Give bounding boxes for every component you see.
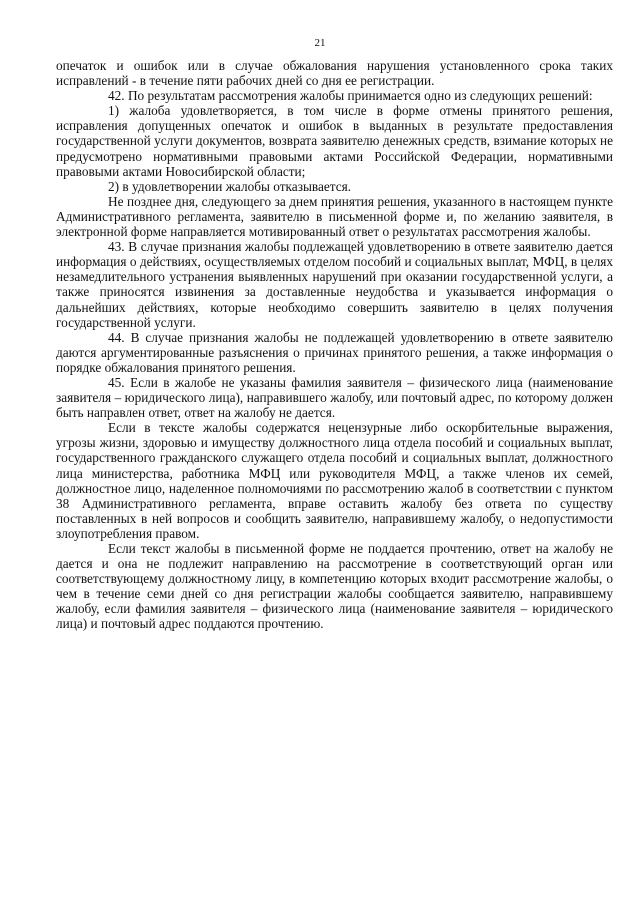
paragraph-item-42: 42. По результатам рассмотрения жалобы принимается одно из следующих решений: (108, 88, 593, 104)
paragraph-continuation: опечаток и ошибок или в случае обжалования нарушения установленного срока таких исправлений - в течение пяти рабочих дней со дня ее регистрации. (56, 58, 613, 89)
page-number: 21 (314, 37, 326, 49)
paragraph-item-43: 43. В случае признания жалобы подлежащей удовлетворению в ответе заявителю дается информация о действиях, осуществляемых отделом пособий и социальных выплат, МФЦ, в целях незамедлительного устранения выявленных нарушений при оказании государственной услуги, а также приносятся извинения за доставленные неудобства и указывается информация о дальнейших действиях, которые необходимо совершить заявителю в целях получения государственной услуги. (56, 239, 613, 330)
paragraph-item-45: 45. Если в жалобе не указаны фамилия заявителя – физического лица (наименование заявителя – юридического лица), направившего жалобу, или почтовый адрес, по которому должен быть направлен ответ, ответ на жалобу не дается. (56, 374, 613, 421)
paragraph-item-44: 44. В случае признания жалобы не подлежащей удовлетворению в ответе заявителю даются аргументированные разъяснения о причинах принятого решения, а также информация о порядке обжалования принятого решения. (56, 329, 613, 375)
paragraph-subitem-1: 1) жалоба удовлетворяется, в том числе в форме отмены принятого решения, исправления допущенных опечаток и ошибок в выданных в результате предоставления государственной услуги документов, возврата заявителю денежных средств, взимание которых не предусмотрено нормативными правовыми актами Российской Федерации, нормативными правовыми актами Новосибирской области; (56, 103, 613, 179)
paragraph-response-deadline: Не позднее дня, следующего за днем принятия решения, указанного в настоящем пункте Административного регламента, заявителю в письменной форме и, по желанию заявителя, в электронной форме направляется мотивированный ответ о результатах рассмотрения жалобы. (56, 193, 613, 240)
paragraph-unreadable-text: Если текст жалобы в письменной форме не поддается прочтению, ответ на жалобу не дается и она не подлежит направлению на рассмотрение в соответствующий орган или соответствующему должностному лицу, в компетенцию которых входит рассмотрение жалобы, о чем в течение семи дней со дня регистрации жалобы сообщается заявителю, направившему жалобу, если фамилия заявителя – физического лица (наименование заявителя – юридического лица) и почтовый адрес поддаются прочтению. (56, 541, 613, 632)
document-body (56, 58, 613, 632)
paragraph-offensive-content: Если в тексте жалобы содержатся нецензурные либо оскорбительные выражения, угрозы жизни, здоровью и имуществу должностного лица отдела пособий и социальных выплат, государственного гражданского служащего отдела пособий и социальных выплат, должностного лица министерства, работника МФЦ или руководителя МФЦ, а также членов их семей, должностное лицо, наделенное полномочиями по рассмотрению жалоб в соответствии с пунктом 38 Административного регламента, вправе оставить жалобу без ответа по существу поставленных в ней вопросов и сообщить заявителю, направившему жалобу, о недопустимости злоупотребления правом. (56, 420, 613, 541)
paragraph-subitem-2: 2) в удовлетворении жалобы отказывается. (108, 178, 352, 194)
